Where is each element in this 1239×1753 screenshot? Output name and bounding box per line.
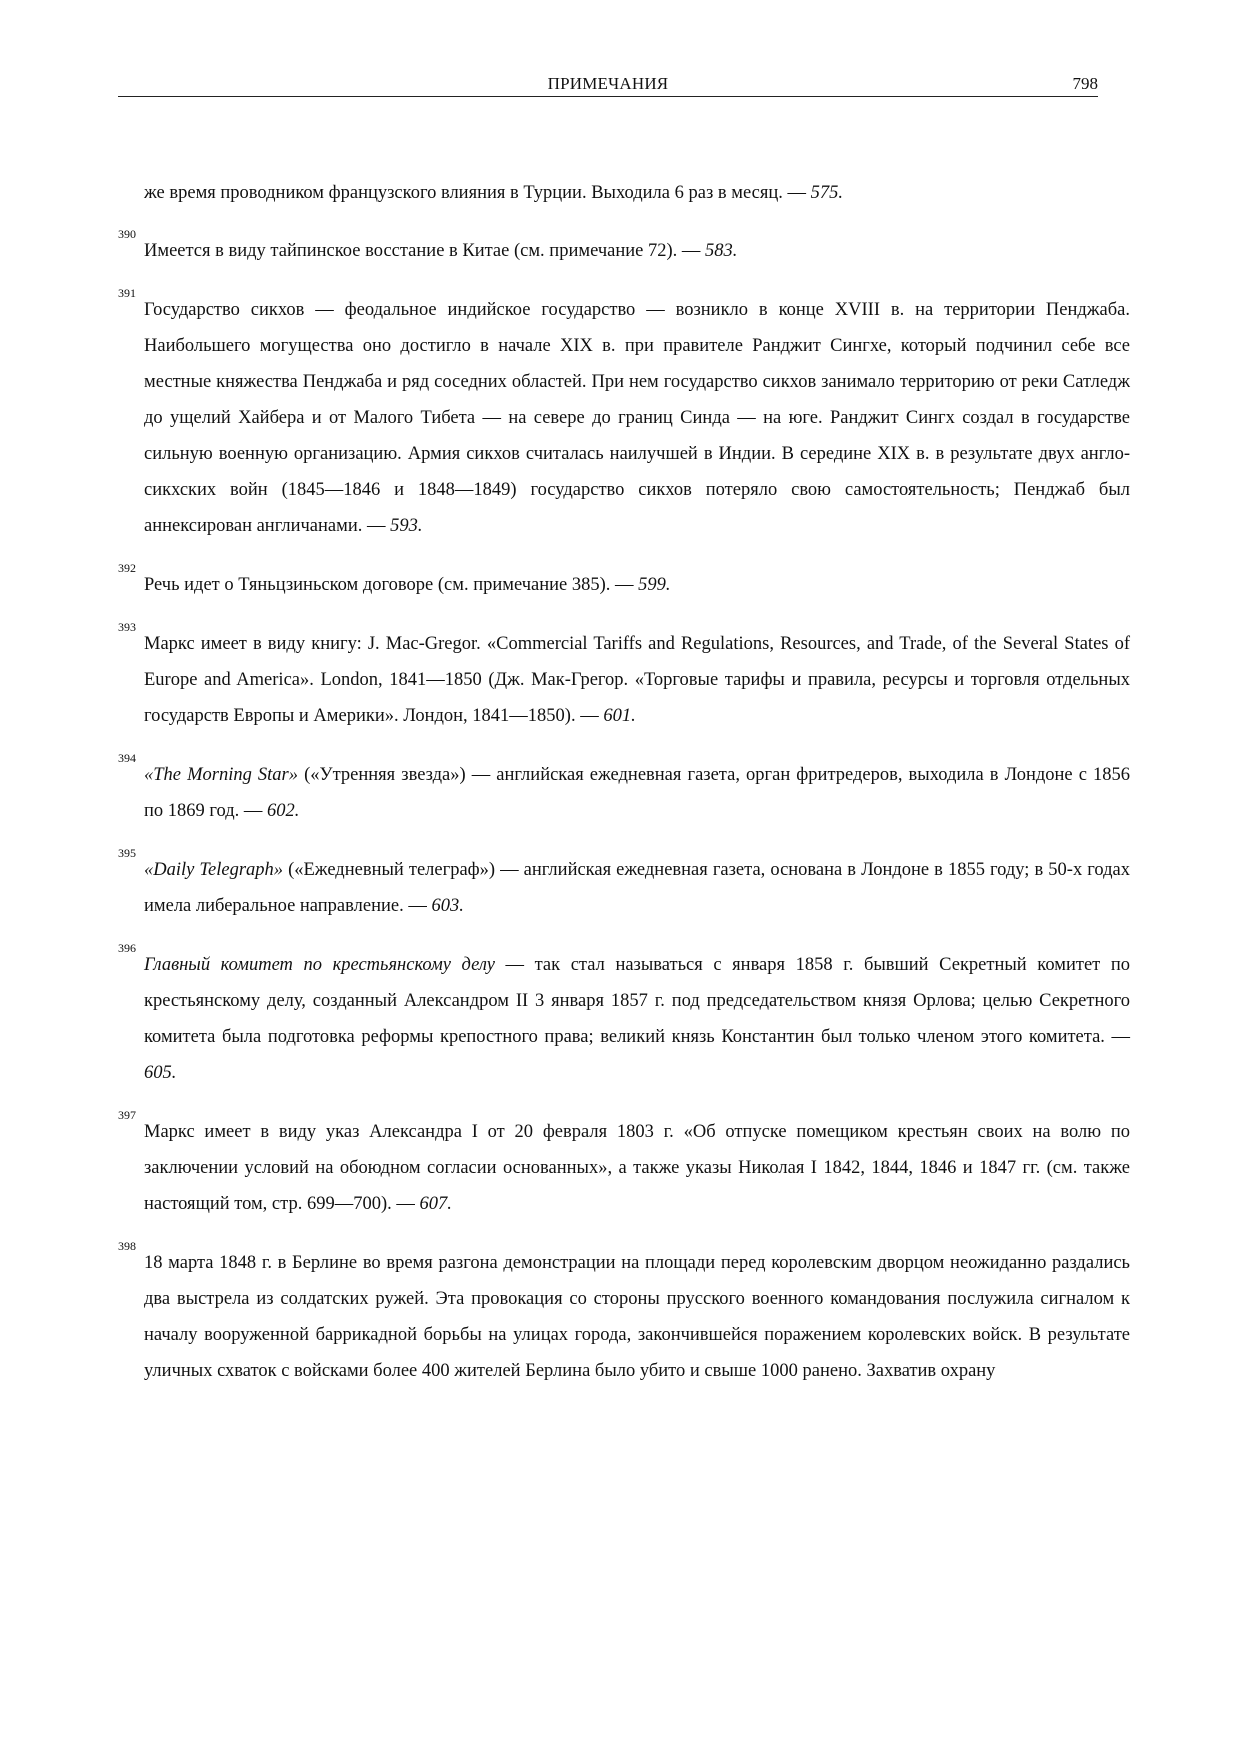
page-reference: 599. bbox=[638, 574, 671, 595]
note-text: («Утренняя звезда») — английская ежедневная газета, орган фритредеров, выходила в Лондоне с 1856 по 1869 год. — bbox=[144, 764, 1130, 821]
page-reference: 602. bbox=[267, 800, 300, 821]
note-398 bbox=[118, 1238, 1130, 1389]
note-text: — так стал называться с января 1858 г. бывший Секретный комитет по крестьянскому делу, созданный Александром II 3 января 1857 г. под председательством князя Орлова; целью Секретного комитета была подготовка реформы крепостного права; великий князь Константин был только членом этого комитета. — bbox=[144, 954, 1130, 1047]
page-reference: 603. bbox=[431, 895, 464, 916]
note-395 bbox=[118, 845, 1130, 924]
note-italic: «The Morning Star» bbox=[144, 764, 298, 785]
note-394 bbox=[118, 750, 1130, 829]
page-number: 798 bbox=[1072, 74, 1098, 93]
note-number: 395 bbox=[118, 845, 136, 860]
page-reference: 583. bbox=[705, 240, 738, 261]
note-393 bbox=[118, 619, 1130, 734]
note-text: Имеется в виду тайпинское восстание в Китае (см. примечание 72). — bbox=[144, 240, 706, 261]
note-390 bbox=[118, 226, 1130, 269]
note-number: 392 bbox=[118, 560, 136, 575]
page-reference: 605. bbox=[144, 1062, 177, 1083]
page-reference: 601. bbox=[603, 705, 636, 726]
note-text: же время проводником французского влияния в Турции. Выходила 6 раз в месяц. — bbox=[144, 182, 811, 203]
note-number: 398 bbox=[118, 1238, 136, 1253]
note-number: 393 bbox=[118, 619, 136, 634]
note-number: 396 bbox=[118, 940, 136, 955]
note-italic: «Daily Telegraph» bbox=[144, 859, 284, 880]
page-reference: 575. bbox=[810, 182, 843, 203]
note-text: 18 марта 1848 г. в Берлине во время разгона демонстрации на площади перед королевским дворцом неожиданно раздались два выстрела из солдатских ружей. Эта провокация со стороны прусского военного командования послужила сигналом к началу вооруженной баррикадной борьбы на улицах города, закончившейся поражением королевских войск. В результате уличных схваток с войсками более 400 жителей Берлина было убито и свыше 1000 ранено. Захватив охрану bbox=[144, 1252, 1130, 1381]
continuation-paragraph bbox=[118, 175, 1130, 211]
note-text: Речь идет о Тяньцзиньском договоре (см. примечание 385). — bbox=[144, 574, 639, 595]
note-number: 397 bbox=[118, 1107, 136, 1122]
note-italic: Главный комитет по крестьянскому делу bbox=[144, 954, 495, 975]
page-reference: 593. bbox=[390, 515, 423, 536]
running-title: ПРИМЕЧАНИЯ bbox=[547, 74, 669, 93]
page-reference: 607. bbox=[419, 1193, 452, 1214]
note-number: 390 bbox=[118, 226, 136, 241]
page-header bbox=[118, 72, 1098, 97]
note-391 bbox=[118, 285, 1130, 544]
note-396 bbox=[118, 940, 1130, 1091]
note-number: 394 bbox=[118, 750, 136, 765]
notes-body bbox=[118, 156, 1130, 1412]
note-number: 391 bbox=[118, 285, 136, 300]
note-text: Государство сикхов — феодальное индийское государство — возникло в конце XVIII в. на территории Пенджаба. Наибольшего могущества оно достигло в начале XIX в. при правителе Ранджит Сингхе, который подчинил себе все местные княжества Пенджаба и ряд соседних областей. При нем государство сикхов занимало территорию от реки Сатледж до ущелий Хайбера и от Малого Тибета — на севере до границ Синда — на юге. Ранджит Сингх создал в государстве сильную военную организацию. Армия сикхов считалась наилучшей в Индии. В середине XIX в. в результате двух англо-сикхских войн (1845—1846 и 1848—1849) государство сикхов потеряло свою самостоятельность; Пенджаб был аннексирован англичанами. — bbox=[144, 299, 1130, 536]
note-392 bbox=[118, 560, 1130, 603]
note-text: («Ежедневный телеграф») — английская ежедневная газета, основана в Лондоне в 1855 году; в 50-х годах имела либеральное направление. — bbox=[144, 859, 1130, 916]
note-text: Маркс имеет в виду указ Александра I от 20 февраля 1803 г. «Об отпуске помещиком крестьян своих на волю по заключении условий на обоюдном согласии основанных», а также указы Николая I 1842, 1844, 1846 и 1847 гг. (см. также настоящий том, стр. 699—700). — bbox=[144, 1121, 1130, 1214]
note-397 bbox=[118, 1107, 1130, 1222]
note-text: Маркс имеет в виду книгу: J. Mac-Gregor. «Commercial Tariffs and Regulations, Resources, and Trade, of the Several States of Europe and America». London, 1841—1850 (Дж. Мак-Грегор. «Торговые тарифы и правила, ресурсы и торговля отдельных государств Европы и Америки». Лондон, 1841—1850). — bbox=[144, 633, 1130, 726]
